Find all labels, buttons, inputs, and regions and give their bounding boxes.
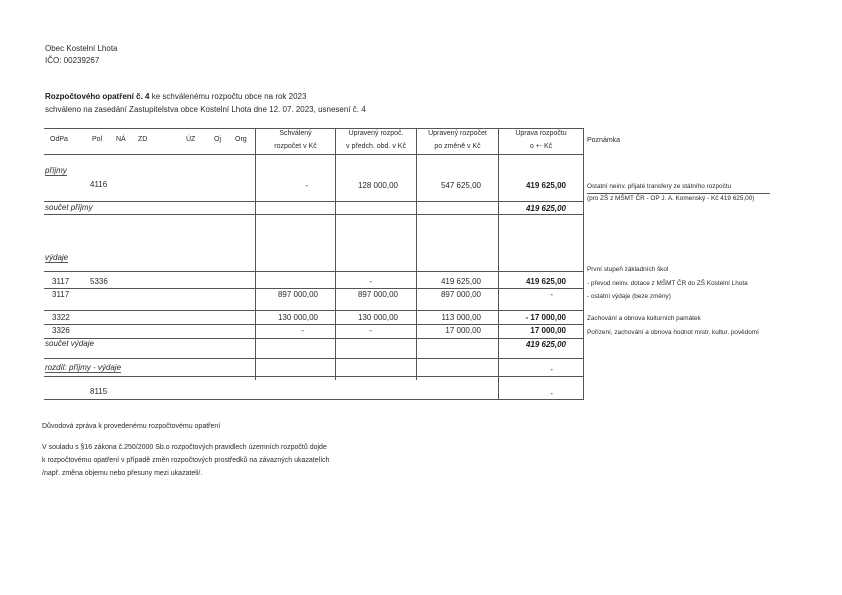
- col-pol: Pol: [92, 136, 103, 143]
- title-bold: Rozpočtového opatření č. 4: [45, 92, 150, 101]
- ico-number: IČO: 00239267: [45, 56, 100, 65]
- report-line-1: V souladu s §16 zákona č.250/2000 Sb.o rozpočtových pravidlech územních rozpočtů dojde: [42, 444, 327, 451]
- income-change: 419 625,00: [525, 181, 566, 190]
- row-change: 17 000,00: [530, 326, 566, 335]
- row-odpa: 3117: [52, 277, 70, 286]
- row-change: - 17 000,00: [525, 313, 566, 322]
- col-uz: ÚZ: [186, 136, 196, 143]
- income-heading: příjmy: [45, 166, 67, 175]
- row-note: - ostatní výdaje (beze změny): [587, 293, 671, 300]
- col-zd: ZD: [138, 136, 148, 143]
- row-after: 419 625,00: [440, 277, 481, 286]
- expenses-section-note: První stupeň základních škol: [587, 266, 669, 273]
- col-after-line1: Upravený rozpočet: [428, 130, 487, 137]
- income-sum-label: součet příjmy: [45, 203, 93, 212]
- col-odpa: OdPa: [50, 136, 68, 143]
- expenses-sum-value: 419 625,00: [525, 340, 566, 349]
- row-after: 897 000,00: [440, 290, 481, 299]
- row-approved: -: [301, 326, 304, 335]
- approval-line: schváleno na zasedání Zastupitelstva obce Kostelní Lhota dne 12. 07. 2023, usnesení č. 4: [45, 105, 366, 114]
- income-approved: -: [305, 181, 308, 190]
- row-odpa: 3117: [52, 290, 70, 299]
- col-note: Poznámka: [587, 137, 621, 144]
- difference-label: rozdíl: příjmy - výdaje: [45, 363, 122, 372]
- income-pol: 4116: [90, 180, 108, 189]
- col-org: Org: [235, 136, 247, 143]
- row-after: 17 000,00: [445, 326, 481, 335]
- expenses-heading: výdaje: [45, 253, 69, 262]
- row-adjusted: -: [369, 277, 372, 286]
- income-sum-value: 419 625,00: [525, 204, 566, 213]
- financing-pol: 8115: [90, 387, 108, 396]
- income-note-line2: (pro ZŠ z MŠMT ČR - OP J. A. Komenský - Kč 419 625,00): [587, 195, 755, 202]
- row-approved: 130 000,00: [277, 313, 318, 322]
- col-oj: Oj: [214, 136, 221, 143]
- expenses-sum-label: součet výdaje: [45, 339, 94, 348]
- row-odpa: 3326: [52, 326, 70, 335]
- row-adjusted: 897 000,00: [357, 290, 398, 299]
- income-adjusted: 128 000,00: [357, 181, 398, 190]
- col-na: NÁ: [116, 136, 126, 143]
- difference-value: -: [550, 365, 553, 374]
- municipality-name: Obec Kostelní Lhota: [45, 44, 118, 53]
- row-note: Zachování a obnova kulturních památek: [587, 315, 701, 322]
- document-title: [45, 92, 306, 101]
- report-line-2: k rozpočtovému opatření v případě změn rozpočtových prostředků na závazných ukazatelích: [42, 457, 330, 464]
- col-approved-line2: rozpočet v Kč: [274, 143, 317, 150]
- col-after-line2: po změně v Kč: [434, 143, 481, 150]
- col-adjusted-line2: v předch. obd. v Kč: [346, 143, 406, 150]
- income-after: 547 625,00: [440, 181, 481, 190]
- row-note: - převod neinv. dotace z MŠMT ČR do ZŠ Kostelní Lhota: [587, 280, 748, 287]
- row-note: Pořízení, zachování a obnova hodnot místr. kultur. povědomí: [587, 329, 759, 336]
- row-after: 113 000,00: [441, 313, 481, 322]
- row-adjusted: 130 000,00: [357, 313, 398, 322]
- col-approved-line1: Schválený: [279, 130, 312, 137]
- report-line-3: /např. změna objemu nebo přesuny mezi ukazateli/.: [42, 470, 203, 477]
- income-note-line1: Ostatní neinv. přijaté transfery ze státního rozpočtu: [587, 183, 732, 190]
- row-approved: 897 000,00: [277, 290, 318, 299]
- financing-value: -: [550, 389, 553, 398]
- row-pol: 5336: [90, 277, 108, 286]
- title-rest: ke schválenému rozpočtu obce na rok 2023: [149, 92, 307, 101]
- row-change: -: [550, 290, 553, 299]
- col-change-line1: Úprava rozpočtu: [515, 130, 567, 137]
- row-odpa: 3322: [52, 313, 70, 322]
- row-change: 419 625,00: [525, 277, 566, 286]
- row-adjusted: -: [369, 326, 372, 335]
- report-title: Důvodová zpráva k provedenému rozpočtovému opatření: [42, 423, 221, 430]
- col-change-line2: o +- Kč: [529, 143, 553, 150]
- col-adjusted-line1: Upravený rozpoč.: [348, 130, 404, 137]
